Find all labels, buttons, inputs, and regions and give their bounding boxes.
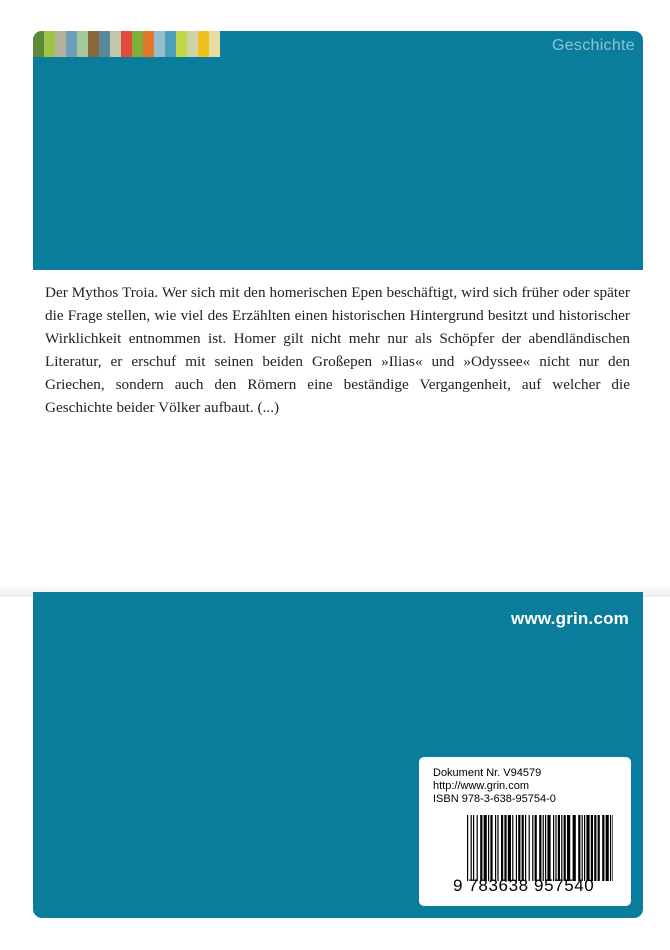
color-stripe bbox=[187, 31, 198, 57]
barcode-bar bbox=[547, 815, 550, 881]
barcode-bar bbox=[471, 815, 472, 881]
barcode-bar bbox=[543, 815, 544, 881]
cover-top-panel bbox=[33, 31, 643, 270]
barcode-bar bbox=[553, 815, 554, 881]
barcode-bar bbox=[467, 815, 468, 881]
barcode-bar bbox=[584, 815, 585, 881]
isbn-number: ISBN 978-3-638-95754-0 bbox=[433, 793, 556, 805]
color-stripe bbox=[143, 31, 154, 57]
barcode-bar bbox=[602, 815, 604, 881]
barcode-bar bbox=[598, 815, 600, 881]
color-stripe bbox=[88, 31, 99, 57]
color-stripe bbox=[198, 31, 209, 57]
color-stripe bbox=[121, 31, 132, 57]
barcode-bar bbox=[484, 815, 487, 881]
barcode-bar bbox=[497, 815, 498, 881]
barcode-bar bbox=[555, 815, 556, 881]
color-stripe bbox=[44, 31, 55, 57]
barcode-bar bbox=[594, 815, 596, 881]
barcode-bar bbox=[529, 815, 530, 881]
barcode-bar bbox=[477, 815, 478, 881]
barcode-digits: 9 783638 957540 bbox=[453, 876, 595, 895]
color-stripe bbox=[176, 31, 187, 57]
color-stripe bbox=[99, 31, 110, 57]
barcode-bar bbox=[586, 815, 589, 881]
color-stripe bbox=[77, 31, 88, 57]
category-label: Geschichte bbox=[551, 37, 635, 54]
barcode-bar bbox=[567, 815, 570, 881]
barcode-bar bbox=[539, 815, 541, 881]
color-stripe bbox=[209, 31, 220, 57]
barcode-bar bbox=[501, 815, 503, 881]
color-stripe bbox=[66, 31, 77, 57]
barcode-bar bbox=[525, 815, 526, 881]
website-label[interactable]: www.grin.com bbox=[511, 609, 629, 628]
barcode-bar bbox=[610, 815, 611, 881]
color-stripe bbox=[154, 31, 165, 57]
color-stripe bbox=[132, 31, 143, 57]
isbn-box bbox=[419, 757, 631, 906]
color-stripe bbox=[165, 31, 176, 57]
barcode-bar bbox=[564, 815, 566, 881]
barcode-bar bbox=[578, 815, 580, 881]
barcode-bar bbox=[508, 815, 511, 881]
barcode-bar bbox=[516, 815, 517, 881]
barcode-bar bbox=[490, 815, 492, 881]
barcode-bar bbox=[591, 815, 593, 881]
barcode-bar bbox=[504, 815, 506, 881]
barcode-bar bbox=[518, 815, 520, 881]
barcode-bar bbox=[535, 815, 537, 881]
barcode-bar bbox=[480, 815, 482, 881]
barcode-bar bbox=[582, 815, 583, 881]
color-stripes bbox=[33, 31, 220, 57]
barcode-bar bbox=[561, 815, 562, 881]
barcode-bar bbox=[495, 815, 496, 881]
barcode-bar bbox=[573, 815, 576, 881]
barcode-bar bbox=[522, 815, 524, 881]
barcode-bar bbox=[488, 815, 489, 881]
barcode-bar bbox=[606, 815, 609, 881]
blurb-text: Der Mythos Troia. Wer sich mit den homerischen Epen beschäftigt, wird sich früher oder später die Frage stellen, wie viel des Erzählten einen historischen Hintergrund besitzt und historischer Wirklichkeit entnommen ist. Homer gilt nicht mehr nur als Schöpfer der abendländischen Literatur, er erschuf mit seinen beiden Großepen »Ilias« und »Odyssee« nicht nur den Griechen, sondern auch den Römern eine beständige Vergangenheit, auf welcher die Geschichte beider Völker aufbaut. (...) bbox=[45, 284, 630, 416]
barcode-bar bbox=[612, 815, 613, 881]
barcode-bar bbox=[532, 815, 533, 881]
color-stripe bbox=[55, 31, 66, 57]
barcode-bar bbox=[473, 815, 474, 881]
publisher-url[interactable]: http://www.grin.com bbox=[433, 780, 529, 792]
document-number: Dokument Nr. V94579 bbox=[433, 767, 542, 779]
cover-bottom-panel bbox=[33, 592, 643, 918]
barcode-bar bbox=[545, 815, 546, 881]
color-stripe bbox=[33, 31, 44, 57]
barcode-image bbox=[467, 815, 613, 881]
color-stripe bbox=[110, 31, 121, 57]
barcode-bar bbox=[558, 815, 560, 881]
barcode-bar bbox=[512, 815, 513, 881]
